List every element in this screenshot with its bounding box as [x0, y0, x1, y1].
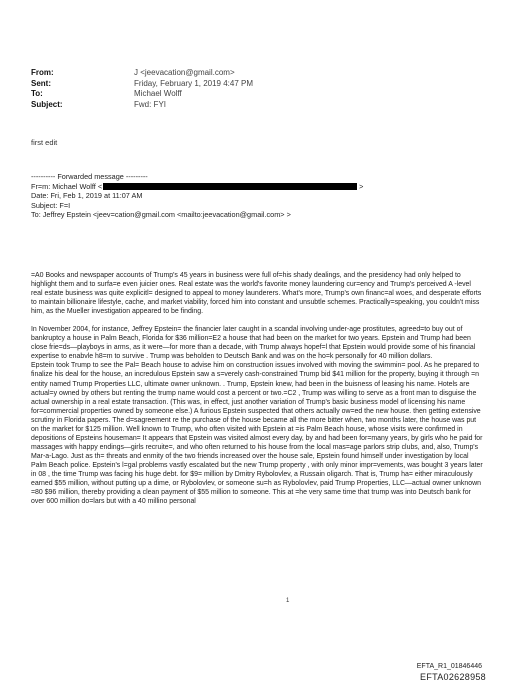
page-number: 1 — [286, 598, 290, 604]
from-label: From: — [31, 68, 54, 77]
subject-row — [31, 100, 253, 111]
forwarded-date: Date: Fri, Feb 1, 2019 at 11:07 AM — [31, 191, 143, 201]
bates-stamp-small: EFTA_R1_01846446 — [416, 663, 482, 670]
forwarded-subject: Subject: F=I — [31, 200, 71, 210]
forwarded-from-prefix: Fr=m: Michael Wolff < — [31, 181, 103, 191]
forwarded-to: To: Jeffrey Epstein <jeev=cation@gmail.com <mailto:jeevacation@gmail.com> > — [31, 210, 291, 220]
forwarded-divider: ---------- Forwarded message --------- — [31, 172, 148, 181]
note-text: first edit — [31, 138, 58, 147]
subject-label: Subject: — [31, 99, 63, 109]
paragraph-3: Epstein took Trump to see the Pal= Beach house to advise him on construction issues involved with moving the swimmin= pool. As he prepared to finalize his deal for the house, an incredulous Epstein saw a s=verely cash-constrained Trump bid $41 million for the property, buying it through =n entity named Trump Properties LLC, ultimate owner unknown. . Trump, Epstein knew, had been in the buisness of leasing his name. Hotels are actual=y owned by others but renting the trump name would cost a percent or two.=C2 , Trump was willing to serve as a front man to disguise the actual ownership in a real estate transaction. (This was, in effect, just another variation of Trump's basic business model of licensing his name for=commercial properties owned by someone else.) A furious Epstein suspected that others actually ow=ed the new house. then getting extensive scrutiny in Florida papers. The d=sagreement re the purchase of the house became all the more bitter when, two months later, the house was put on the market for $125 million. Well known to Trump, who often visited with Epstein at =is Palm Beach house, whose visits were confirmed in depositions of Epsteins houseman= It appears that Epstein was visited almost every day, by and had been for=many years, by girls who he paid for massages with happy endings—girls recruite=, and who often returned to his house from the local mas=age parlors strip clubs, and, also, Trump's Mar-a-Lago. Just as th= threats and enmity of the two friends increased over the house sale, Epstein found himself under investigation by local Palm Beach police. Epstein's l=gal problems vastly escalated but the new Trump property , with only minor impr=vements, was bought 3 years later in 08 , the time Trump was facing his huge debt. for $9= million by Dmitry Rybolovlev, a Russain oligarch. That is, Trump ha= either miraculously earned $55 million, without putting up a dime, or Rybolovlev, or someone su=h as Rybolovlev, paid Trump Properties, LLC—actual owner unknown =80 $96 million, thereby providing a clean payment of $55 million to someone. This at =he very same time that trump was into Deutsch bank for over 600 million do=lars but with a 40 millino personal — [31, 362, 483, 506]
redaction-bar — [103, 183, 357, 191]
subject-value: Fwd: FYI — [134, 99, 167, 109]
sent-value: Friday, February 1, 2019 4:47 PM — [134, 78, 254, 88]
to-row — [31, 89, 253, 100]
to-value: Michael Wolff — [134, 89, 182, 98]
from-row — [31, 68, 253, 79]
forwarded-from-line — [31, 182, 491, 192]
from-value: J <jeevacation@gmail.com> — [134, 68, 235, 77]
paragraph-2: In November 2004, for instance, Jeffrey Epstein= the financier later caught in a scandal involving under-age prostitutes, agreed=to buy out of bankruptcy a house in Palm Beach, Florida for $36 million=E2 a house that had been on the market for two years. Epstein and Trump had been close frie=ds—playboys in arms, as it were—for more than a decade, with Trump always hopef=l that Epstein would provide some of his financial expertise to enabvle h8=m to survive . Trump was beholden to Deutsch Bank and was on the ho=k personally for 40 million dollars. — [31, 326, 476, 361]
forwarded-from-suffix: > — [359, 181, 364, 191]
email-header — [31, 68, 253, 110]
to-label: To: — [31, 89, 43, 98]
forwarded-block — [31, 172, 491, 220]
paragraph-1: =A0 Books and newspaper accounts of Trump's 45 years in business were full of=his shady dealings, and the presidency had only helped to highlight them and to surfa=e even juicier ones. Real estate was the world's favorite money laundering cur=ency and Trump's perceived A -level real estate business was quite explicitl= designed to appeal to money launderers. What's more, Trump's own financ=al woes, and desperate efforts to maintain billionaire lifestyle, cache, and market viability, forced him into constant and unsubtle schemes. Practically=speaking, you couldn't miss him, as the Mueller investigation appeared to be finding. — [31, 272, 482, 316]
bates-stamp-large: EFTA02628958 — [420, 672, 486, 682]
sent-label: Sent: — [31, 78, 51, 88]
sent-row — [31, 79, 253, 90]
message-body — [31, 271, 483, 515]
